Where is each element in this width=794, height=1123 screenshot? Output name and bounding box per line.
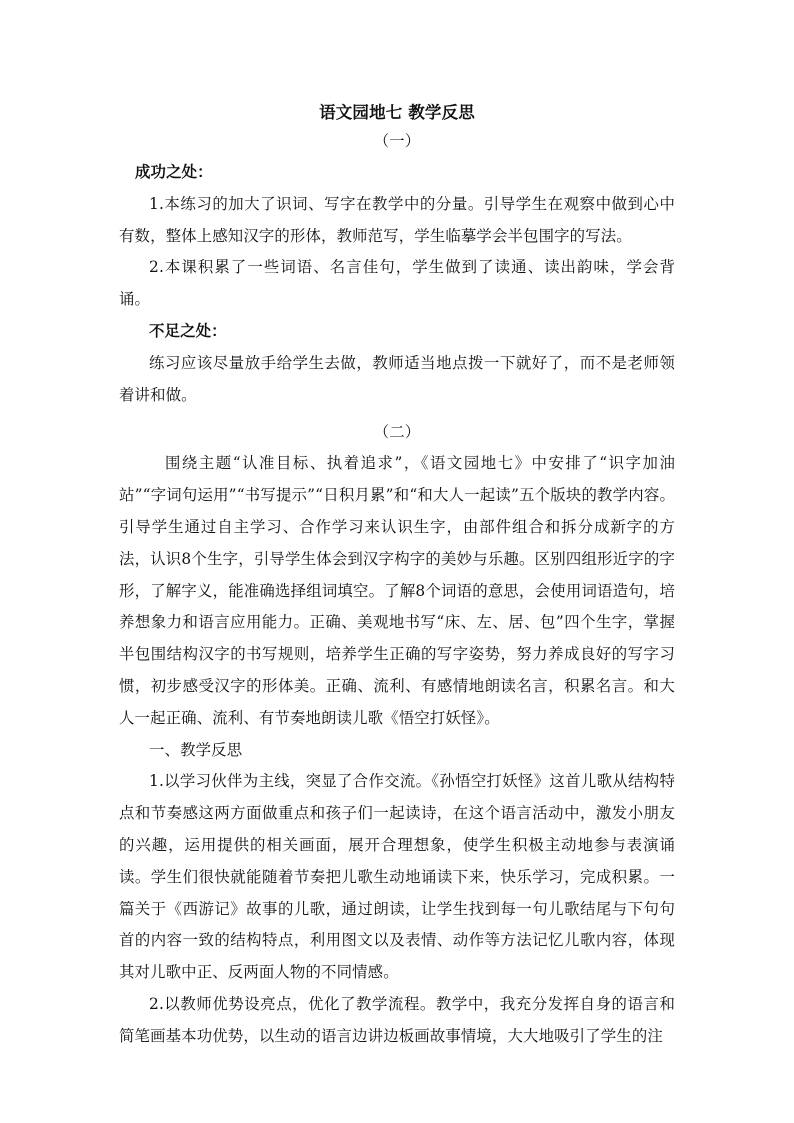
part-two-intro-paragraph: 围绕主题“认准目标、执着追求”，《语文园地七》中安排了“识字加油站”“字词句运用”“书写提示”“日积月累”和“和大人一起读”五个版块的教学内容。引导学生通过自主学习、合作学习来认识生字，由部件组合和拆分成新字的方法，认识8个生字，引导学生体会到汉字构字的美妙与乐趣。区别四组形近字的字形，了解字义，能准确选择组词填空。了解8个词语的意思，会使用词语造句，培养想象力和语言应用能力。正确、美观地书写“床、左、居、包”四个生字，掌握半包围结构汉字的书写规则，培养学生正确的写字姿势，努力养成良好的写字习惯，初步感受汉字的形体美。正确、流利、有感情地朗读名言，积累名言。和大人一起正确、流利、有节奏地朗读儿歌《悟空打妖怪》。 — [119, 454, 675, 727]
part-one-label: （一） — [373, 132, 421, 150]
success-paragraph-1: 1.本练习的加大了识词、写字在教学中的分量。引导学生在观察中做到心中有数，整体上感知汉字的形体，教师范写，学生临摹学会半包围字的写法。 — [119, 194, 675, 245]
success-paragraph-2: 2.本课积累了一些词语、名言佳句，学生做到了读通、读出韵味，学会背诵。 — [119, 258, 675, 309]
part-two-label: （二） — [373, 423, 421, 442]
reflection-paragraph-2: 2.以教师优势设亮点，优化了教学流程。教学中，我充分发挥自身的语言和简笔画基本功优势，以生动的语言边讲边板画故事情境，大大地吸引了学生的注 — [119, 994, 675, 1045]
document-title: 语文园地七 教学反思 — [319, 103, 475, 122]
reflection-paragraph-1: 1.以学习伙伴为主线，突显了合作交流。《孙悟空打妖怪》这首儿歌从结构特点和节奏感这两方面做重点和孩子们一起读诗，在这个语言活动中，激发小朋友的兴趣，运用提供的相关画面，展开合理想象，使学生积极主动地参与表演诵读。学生们很快就能随着节奏把儿歌生动地诵读下来，快乐学习，完成积累。一篇关于《西游记》故事的儿歌，通过朗读，让学生找到每一句儿歌结尾与下句句首的内容一致的结构特点，利用图文以及表情、动作等方法记忆儿歌内容，体现其对儿歌中正、反两面人物的不同情感。 — [119, 772, 675, 982]
shortcoming-paragraph: 练习应该尽量放手给学生去做，教师适当地点拨一下就好了，而不是老师领着讲和做。 — [119, 353, 675, 404]
success-heading: 成功之处： — [135, 163, 213, 181]
document-body — [119, 100, 675, 1053]
shortcoming-heading: 不足之处： — [149, 321, 227, 340]
section-heading-teaching-reflection: 一、教学反思 — [149, 740, 243, 759]
